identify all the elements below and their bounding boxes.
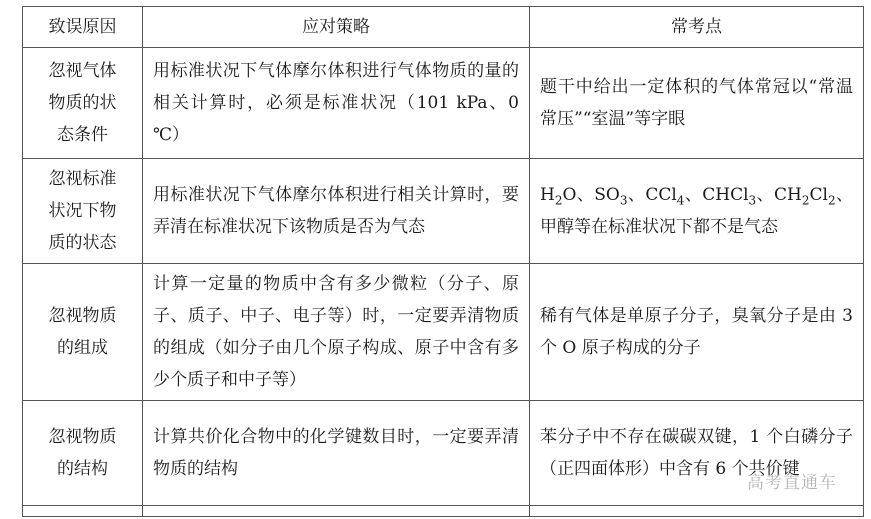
cause-line: 质的状态 — [48, 233, 117, 253]
cause-line: 忽视标准 — [48, 169, 117, 189]
table-row — [23, 401, 864, 506]
strategy-cell: 计算一定量的物质中含有多少微粒（分子、原子、质子、中子、电子等）时，一定要弄清物质的组成（如分子由几个原子构成、原子中含有多少个质子和中子等） — [143, 264, 530, 401]
cause-line: 物质的状 — [48, 93, 117, 113]
formula-so3: $SO_3$ — [594, 185, 628, 208]
formula-chcl3: CHCl$_3$ — [702, 185, 757, 208]
table-row-partial — [23, 506, 864, 517]
cause-line: 状况下物 — [48, 201, 117, 221]
cause-line: 忽视气体 — [48, 61, 117, 81]
formula-ch2cl2: $CH_2Cl_2$ — [774, 185, 836, 208]
table-row — [23, 159, 864, 264]
watermark: 高考直通车 — [747, 473, 837, 493]
formula-ccl4: CCl$_4$ — [645, 185, 685, 208]
table-header-row — [23, 7, 864, 48]
header-strategy: 应对策略 — [143, 7, 530, 48]
cause-line: 忽视物质 — [48, 306, 117, 326]
empty-cell — [23, 506, 143, 517]
cause-line: 的组成 — [57, 338, 108, 358]
strategy-cell: 用标准状况下气体摩尔体积进行气体物质的量的相关计算时，必须是标准状况（101 kPa、0 ℃） — [143, 48, 530, 159]
cause-cell — [23, 159, 143, 264]
cause-line: 的结构 — [57, 459, 108, 479]
table-row — [23, 48, 864, 159]
point-cell: 稀有气体是单原子分子，臭氧分子是由 3 个 O 原子构成的分子 — [530, 264, 864, 401]
header-cause: 致误原因 — [23, 7, 143, 48]
cause-cell — [23, 48, 143, 159]
strategy-cell: 用标准状况下气体摩尔体积进行相关计算时，要弄清在标准状况下该物质是否为气态 — [143, 159, 530, 264]
empty-cell — [143, 506, 530, 517]
strategy-cell: 计算共价化合物中的化学键数目时，一定要弄清物质的结构 — [143, 401, 530, 506]
point-cell: $H_2O$、$SO_3$、CCl$_4$、CHCl$_3$、$CH_2Cl_2$、甲醇等在标准状况下都不是气态 — [530, 159, 864, 264]
cause-cell — [23, 401, 143, 506]
cause-line: 态条件 — [57, 125, 108, 145]
header-point: 常考点 — [530, 7, 864, 48]
point-cell: 苯分子中不存在碳碳双键，1 个白磷分子（正四面体形）中含有 6 个共价键 — [530, 401, 864, 506]
cause-line: 忽视物质 — [48, 427, 117, 447]
point-cell: 题干中给出一定体积的气体常冠以“常温常压”“室温”等字眼 — [530, 48, 864, 159]
empty-cell — [530, 506, 864, 517]
table-row — [23, 264, 864, 401]
formula-h2o: $H_2O$ — [540, 185, 577, 208]
cause-cell — [23, 264, 143, 401]
error-cause-table — [22, 6, 864, 517]
